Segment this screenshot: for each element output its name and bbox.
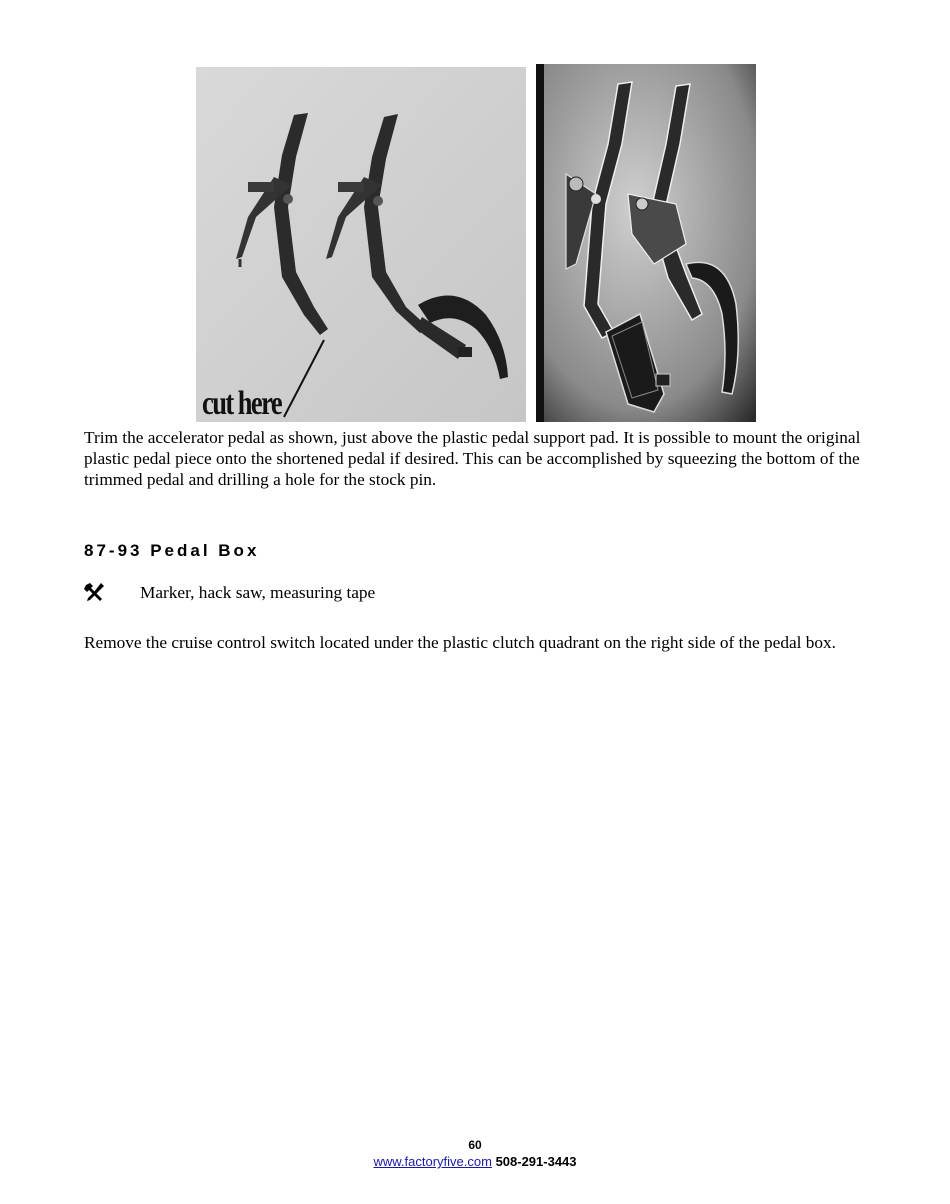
pedal-photo-left-image xyxy=(196,67,526,422)
section-heading: 87-93 Pedal Box xyxy=(84,541,260,560)
trim-paragraph: Trim the accelerator pedal as shown, just above the plastic pedal support pad. It is possible to mount the original plastic pedal piece onto the shortened pedal if desired. This can be accomplished by squeezing the bottom of the trimmed pedal and drilling a hole for the stock pin. xyxy=(84,428,861,489)
phone-number: 508-291-3443 xyxy=(495,1154,577,1169)
tools-icon xyxy=(84,582,106,602)
footer-contact xyxy=(0,1154,950,1169)
cruise-paragraph: Remove the cruise control switch located under the plastic clutch quadrant on the right side of the pedal box. xyxy=(84,633,836,652)
tools-list: Marker, hack saw, measuring tape xyxy=(140,583,376,602)
website-link[interactable]: www.factoryfive.com xyxy=(373,1154,492,1169)
page-number: 60 xyxy=(468,1138,482,1152)
pedal-photo-right-image xyxy=(536,64,756,422)
pedal-photo-right xyxy=(536,64,756,422)
cut-here-label: cut here xyxy=(202,385,282,422)
pedal-photo-left xyxy=(196,67,526,422)
